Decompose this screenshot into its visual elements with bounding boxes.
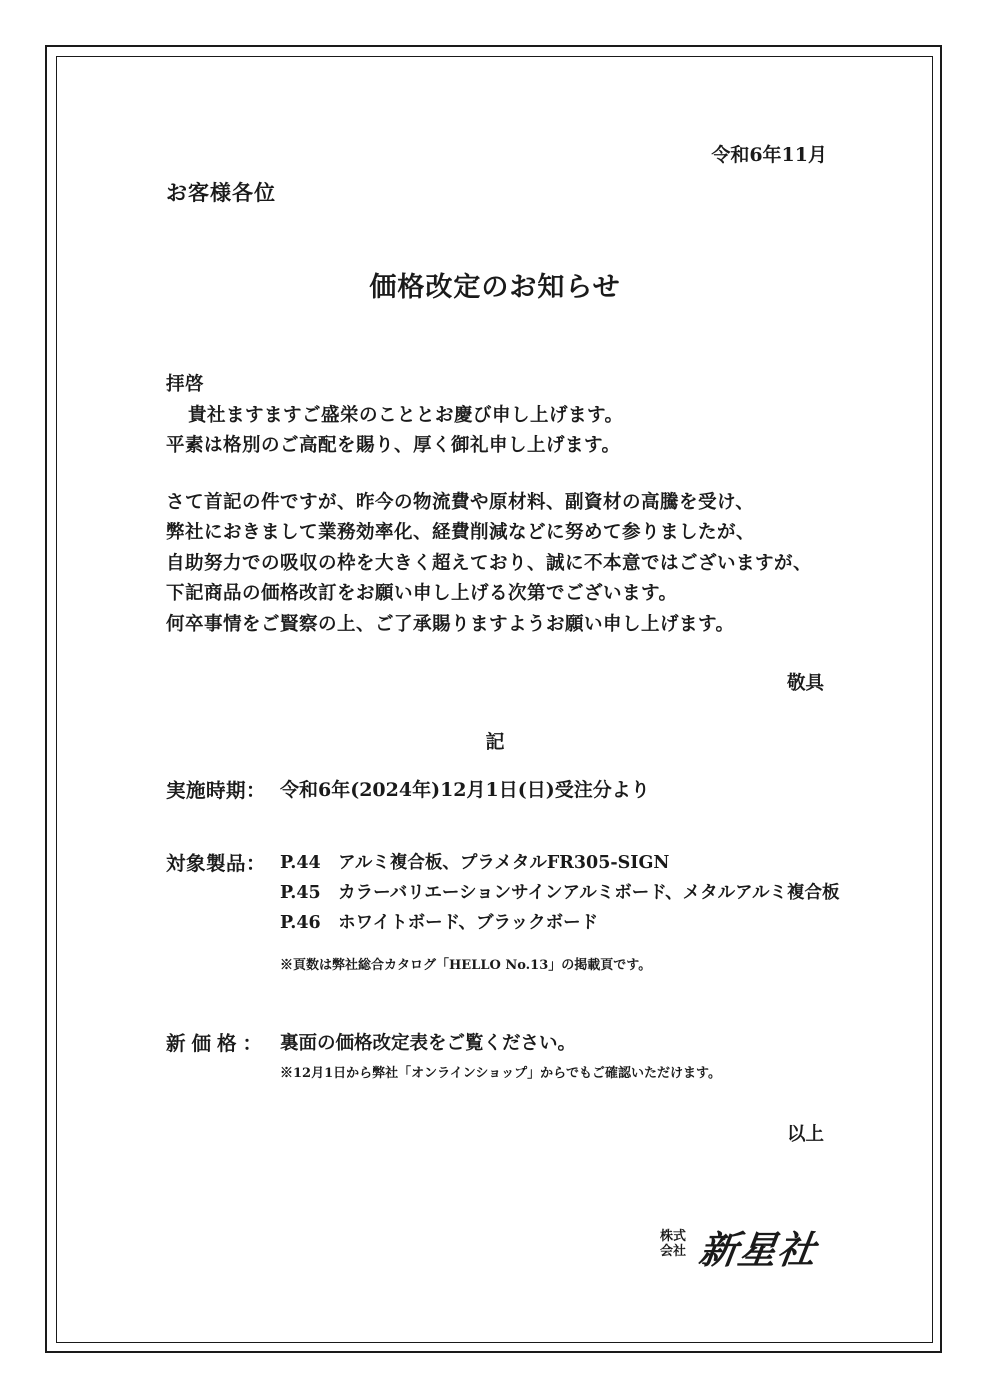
products-label: 対象製品： [166, 852, 267, 875]
company-type-label [660, 1229, 694, 1259]
company-type-top: 株式 [660, 1229, 687, 1244]
product-name: カラーバリエーションサインアルミボード、メタルアルミ複合板 [338, 883, 840, 903]
implementation-value: 令和6年(2024年)12月1日(日)受注分より [280, 779, 650, 801]
paragraph-line: 下記商品の価格改訂をお願い申し上げる次第でございます。 [166, 583, 678, 604]
company-name: 新星社 [696, 1228, 820, 1272]
paragraph-line: 何卒事情をご賢察の上、ご了承賜りますようお願い申し上げます。 [166, 614, 735, 635]
document-title: 価格改定のお知らせ [369, 272, 621, 303]
product-item [280, 849, 669, 874]
greeting-line: 貴社ますますご盛栄のこととお慶び申し上げます。 [188, 405, 624, 426]
ki-heading: 記 [485, 731, 505, 753]
issue-date: 令和6年11月 [711, 144, 827, 166]
product-item [280, 879, 839, 904]
greeting-line: 平素は格別のご高配を賜り、厚く御礼申し上げます。 [166, 435, 621, 456]
paragraph-line: 自助努力での吸収の枠を大きく超えており、誠に不本意ではございますが、 [166, 553, 813, 574]
product-item [280, 909, 598, 934]
page-border-inner [56, 56, 933, 1343]
products-note: ※頁数は弊社総合カタログ「HELLO No.13」の掲載頁です。 [280, 958, 652, 973]
company-type-bottom: 会社 [660, 1244, 687, 1259]
salutation-close: 敬具 [786, 673, 824, 694]
implementation-label: 実施時期： [166, 779, 267, 802]
product-name: アルミ複合板、プラメタルFR305-SIGN [338, 853, 670, 873]
paragraph-line: 弊社におきまして業務効率化、経費削減などに努めて参りましたが、 [166, 522, 756, 543]
product-page-code: P.44 [280, 853, 321, 873]
new-price-label: 新価格： [166, 1032, 269, 1055]
salutation-open: 拝啓 [166, 374, 205, 395]
product-name: ホワイトボード、ブラックボード [338, 913, 599, 933]
product-page-code: P.46 [280, 913, 321, 933]
new-price-value: 裏面の価格改定表をご覧ください。 [280, 1033, 577, 1054]
end-mark: 以上 [786, 1124, 824, 1145]
product-page-code: P.45 [280, 883, 321, 903]
addressee: お客様各位 [166, 180, 276, 205]
new-price-note: ※12月1日から弊社「オンラインショップ」からでもご確認いただけます。 [280, 1066, 721, 1081]
company-logo [660, 1225, 830, 1272]
paragraph-line: さて首記の件ですが、昨今の物流費や原材料、副資材の高騰を受け、 [166, 492, 755, 513]
